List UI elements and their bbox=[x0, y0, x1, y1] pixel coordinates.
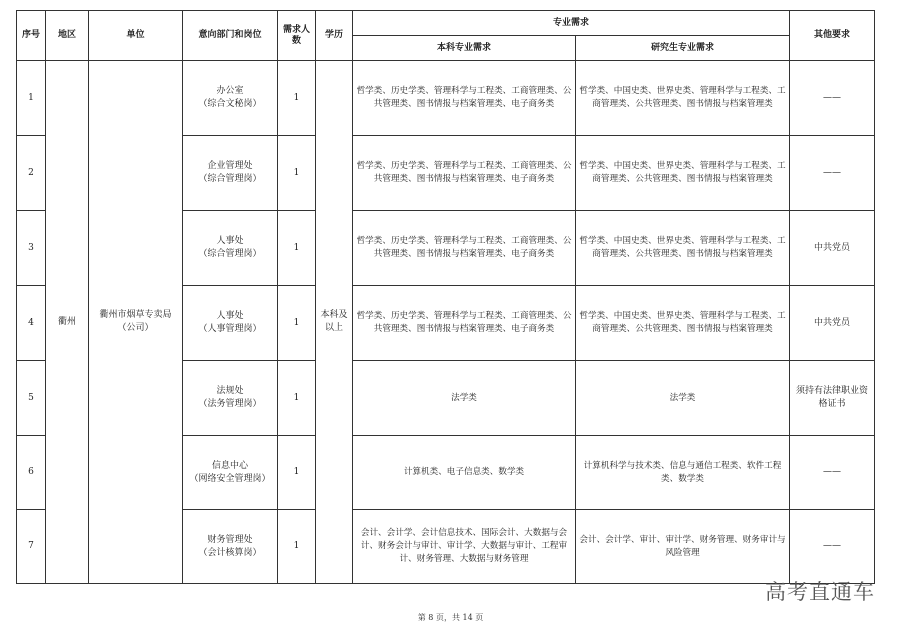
row-count: 1 bbox=[278, 211, 316, 286]
row-other: —— bbox=[790, 61, 875, 136]
row-count: 1 bbox=[278, 286, 316, 361]
dept-name: 办公室 bbox=[216, 86, 244, 96]
row-undergrad-major: 会计、会计学、会计信息技术、国际会计、大数据与会计、财务会计与审计、审计学、大数据与审计、工程审计、财务管理、大数据与财务管理 bbox=[353, 510, 576, 584]
row-seq: 7 bbox=[17, 510, 46, 584]
row-dept bbox=[183, 211, 278, 286]
row-grad-major: 法学类 bbox=[576, 361, 790, 436]
row-grad-major: 哲学类、中国史类、世界史类、管理科学与工程类、工商管理类、公共管理类、图书情报与档案管理类 bbox=[576, 136, 790, 211]
row-dept bbox=[183, 286, 278, 361]
row-grad-major: 计算机科学与技术类、信息与通信工程类、软件工程类、数学类 bbox=[576, 436, 790, 510]
unit-cell: 衢州市烟草专卖局（公司） bbox=[89, 61, 183, 584]
dept-name: 财务管理处 bbox=[207, 534, 253, 545]
row-grad-major: 会计、会计学、审计、审计学、财务管理、财务审计与风险管理 bbox=[576, 510, 790, 584]
row-other: —— bbox=[790, 136, 875, 211]
header-count: 需求人数 bbox=[278, 11, 316, 61]
row-grad-major: 哲学类、中国史类、世界史类、管理科学与工程类、工商管理类、公共管理类、图书情报与档案管理类 bbox=[576, 61, 790, 136]
education-cell: 本科及以上 bbox=[316, 61, 353, 584]
dept-name: 法规处 bbox=[216, 386, 244, 396]
page-footer: 第 8 页，共 14 页 bbox=[417, 613, 484, 622]
row-undergrad-major: 哲学类、历史学类、管理科学与工程类、工商管理类、公共管理类、图书情报与档案管理类、电子商务类 bbox=[353, 211, 576, 286]
row-undergrad-major: 哲学类、历史学类、管理科学与工程类、工商管理类、公共管理类、图书情报与档案管理类、电子商务类 bbox=[353, 61, 576, 136]
row-grad-major: 哲学类、中国史类、世界史类、管理科学与工程类、工商管理类、公共管理类、图书情报与档案管理类 bbox=[576, 286, 790, 361]
header-grad-major: 研究生专业需求 bbox=[576, 36, 790, 61]
region-cell: 衢州 bbox=[46, 61, 89, 584]
row-other: 须持有法律职业资格证书 bbox=[790, 361, 875, 436]
dept-name: 企业管理处 bbox=[207, 161, 253, 171]
header-major: 专业需求 bbox=[353, 11, 790, 36]
row-dept bbox=[183, 361, 278, 436]
row-count: 1 bbox=[278, 361, 316, 436]
header-other: 其他要求 bbox=[790, 11, 875, 61]
row-seq: 2 bbox=[17, 136, 46, 211]
watermark: 高考直通车 bbox=[765, 580, 875, 604]
row-seq: 3 bbox=[17, 211, 46, 286]
post-name: （法务管理岗） bbox=[198, 399, 262, 409]
post-name: （会计核算岗） bbox=[198, 547, 262, 558]
row-other: —— bbox=[790, 510, 875, 584]
dept-name: 人事处 bbox=[216, 311, 244, 321]
row-seq: 5 bbox=[17, 361, 46, 436]
header-education: 学历 bbox=[316, 11, 353, 61]
dept-name: 人事处 bbox=[216, 236, 244, 246]
row-undergrad-major: 计算机类、电子信息类、数学类 bbox=[353, 436, 576, 510]
row-seq: 6 bbox=[17, 436, 46, 510]
post-name: （综合管理岗） bbox=[198, 249, 262, 259]
row-count: 1 bbox=[278, 61, 316, 136]
recruitment-table bbox=[16, 10, 875, 584]
row-other: 中共党员 bbox=[790, 286, 875, 361]
header-unit: 单位 bbox=[89, 11, 183, 61]
row-seq: 4 bbox=[17, 286, 46, 361]
post-name: （综合文秘岗） bbox=[198, 99, 262, 109]
post-name: （网络安全管理岗） bbox=[189, 473, 271, 484]
post-name: （综合管理岗） bbox=[198, 174, 262, 184]
dept-name: 信息中心 bbox=[211, 460, 248, 471]
table-row bbox=[17, 61, 875, 136]
row-dept bbox=[183, 61, 278, 136]
row-count: 1 bbox=[278, 510, 316, 584]
row-dept bbox=[183, 436, 278, 510]
row-undergrad-major: 哲学类、历史学类、管理科学与工程类、工商管理类、公共管理类、图书情报与档案管理类、电子商务类 bbox=[353, 286, 576, 361]
row-undergrad-major: 哲学类、历史学类、管理科学与工程类、工商管理类、公共管理类、图书情报与档案管理类、电子商务类 bbox=[353, 136, 576, 211]
header-seq: 序号 bbox=[17, 11, 46, 61]
header-dept: 意向部门和岗位 bbox=[183, 11, 278, 61]
row-dept bbox=[183, 136, 278, 211]
row-count: 1 bbox=[278, 436, 316, 510]
row-grad-major: 哲学类、中国史类、世界史类、管理科学与工程类、工商管理类、公共管理类、图书情报与档案管理类 bbox=[576, 211, 790, 286]
post-name: （人事管理岗） bbox=[198, 324, 262, 334]
header-region: 地区 bbox=[46, 11, 89, 61]
row-count: 1 bbox=[278, 136, 316, 211]
header-undergrad-major: 本科专业需求 bbox=[353, 36, 576, 61]
row-undergrad-major: 法学类 bbox=[353, 361, 576, 436]
row-other: —— bbox=[790, 436, 875, 510]
row-seq: 1 bbox=[17, 61, 46, 136]
row-other: 中共党员 bbox=[790, 211, 875, 286]
row-dept bbox=[183, 510, 278, 584]
